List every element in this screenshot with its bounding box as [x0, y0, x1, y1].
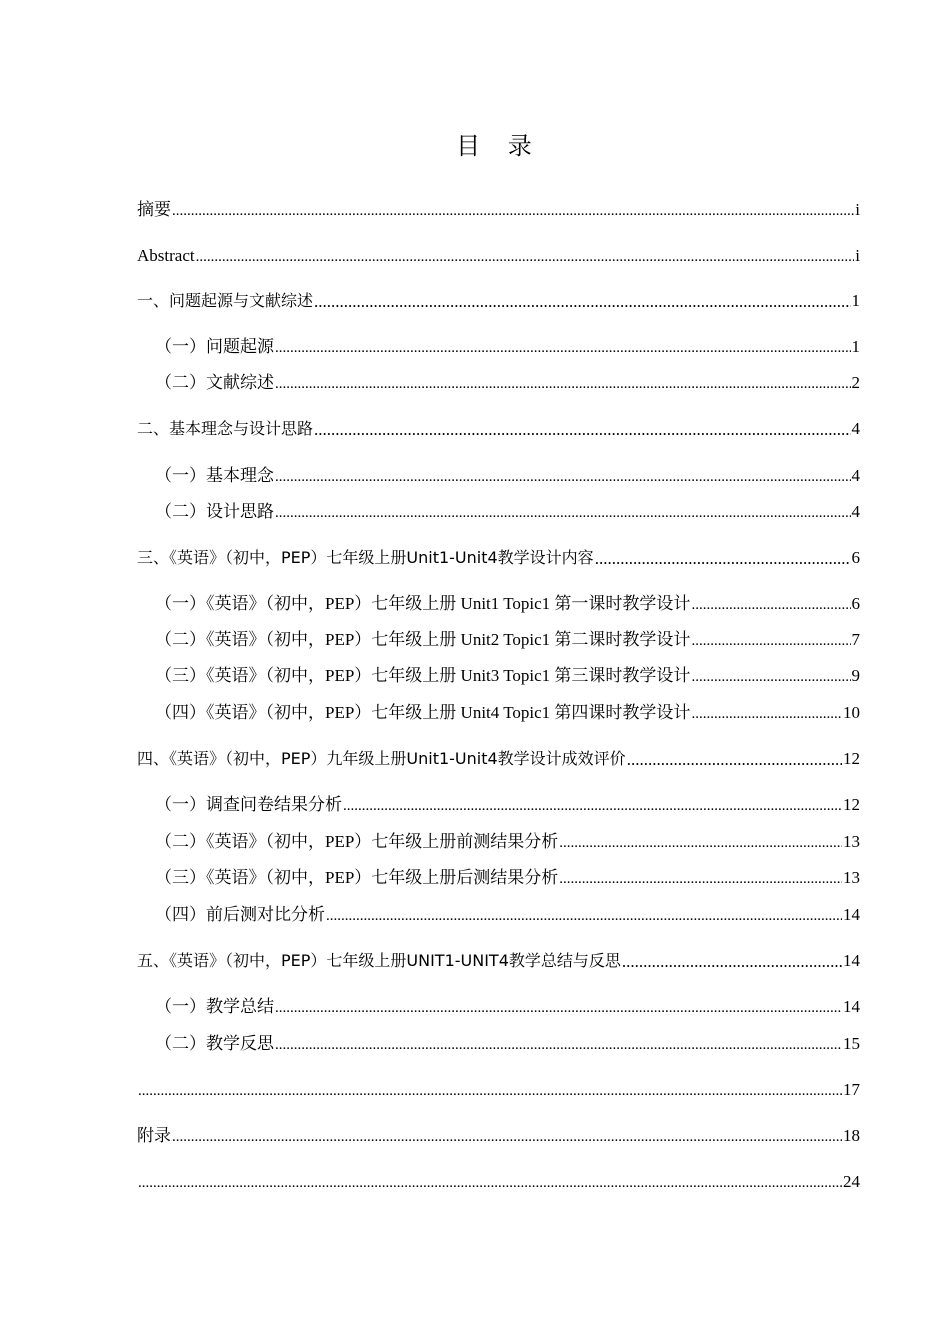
toc-entry-page-number: i [855, 200, 860, 219]
toc-entry-page-number: 13 [843, 868, 860, 887]
dot-leader [622, 952, 842, 972]
toc-entry-text: （一）教学总结 [155, 997, 274, 1016]
toc-entry-page-number: 18 [843, 1126, 860, 1145]
dot-leader [326, 906, 842, 926]
toc-entry-section-1-1[interactable] [155, 334, 860, 358]
toc-entry-section-3-2[interactable] [155, 627, 860, 651]
toc-entry-text: 五、《英语》（初中，PEP）七年级上册UNIT1-UNIT4教学总结与反思 [137, 951, 621, 970]
toc-entry-abstract-en[interactable] [137, 243, 860, 267]
toc-entry-section-2-2[interactable] [155, 499, 860, 523]
toc-entry-page-number: 1 [851, 337, 860, 356]
toc-entry-text: （一）基本理念 [155, 466, 274, 485]
toc-title: 目 录 [456, 132, 542, 160]
toc-entry-text: （四）《英语》（初中，PEP）七年级上册 Unit4 Topic1 第四课时教学设计 [155, 703, 691, 722]
toc-entry-text: （二）《英语》（初中，PEP）七年级上册前测结果分析 [155, 832, 559, 851]
toc-entry-text: Abstract [137, 246, 195, 265]
toc-entry-section-2-1[interactable] [155, 463, 860, 487]
toc-entry-text: （二）《英语》（初中，PEP）七年级上册 Unit2 Topic1 第二课时教学设计 [155, 630, 691, 649]
toc-entry-page-number: 15 [843, 1034, 860, 1053]
toc-entry-page-number: 17 [843, 1080, 860, 1099]
toc-entry-section-3[interactable] [137, 545, 860, 569]
toc-entry-text: 三、《英语》（初中，PEP）七年级上册Unit1-Unit4教学设计内容 [137, 548, 594, 567]
toc-entry-section-3-4[interactable] [155, 700, 860, 724]
toc-entry-page-number: 6 [851, 594, 860, 613]
toc-entry-text: （三）《英语》（初中，PEP）七年级上册后测结果分析 [155, 868, 559, 887]
toc-entry-page-number: 4 [851, 502, 860, 521]
toc-entry-page-number: 24 [843, 1172, 860, 1191]
toc-entry-section-4-2[interactable] [155, 829, 860, 853]
toc-entry-text: 摘要 [137, 200, 171, 219]
dot-leader [138, 1173, 842, 1193]
toc-entry-text: （二）设计思路 [155, 502, 274, 521]
toc-entry-page-number: 10 [843, 703, 860, 722]
toc-entry-text: 四、《英语》（初中，PEP）九年级上册Unit1-Unit4教学设计成效评价 [137, 749, 626, 768]
toc-entry-section-1[interactable] [137, 288, 860, 312]
toc-entry-acknowledgements[interactable] [137, 1169, 860, 1193]
dot-leader [627, 750, 842, 770]
toc-entry-page-number: 12 [843, 795, 860, 814]
dot-leader [275, 467, 851, 487]
dot-leader [595, 549, 851, 569]
dot-leader [275, 998, 842, 1018]
toc-entry-page-number: 4 [851, 466, 860, 485]
toc-entry-abstract-cn[interactable] [137, 197, 860, 221]
toc-entry-text: （二）文献综述 [155, 373, 274, 392]
dot-leader [275, 338, 851, 358]
toc-entry-page-number: 14 [843, 997, 860, 1016]
dot-leader [559, 833, 842, 853]
toc-entry-section-2[interactable] [137, 416, 860, 440]
dot-leader [559, 869, 842, 889]
toc-entry-text: （一）问题起源 [155, 337, 274, 356]
dot-leader [275, 1035, 842, 1055]
dot-leader [343, 796, 842, 816]
toc-entry-page-number: 4 [851, 419, 860, 438]
toc-entry-section-3-1[interactable] [155, 591, 860, 615]
toc-entry-text: （四）前后测对比分析 [155, 905, 325, 924]
toc-entry-text: 一、问题起源与文献综述 [137, 291, 314, 310]
toc-entry-appendix[interactable] [137, 1123, 860, 1147]
toc-entry-section-5-2[interactable] [155, 1031, 860, 1055]
toc-entry-section-4-1[interactable] [155, 792, 860, 816]
toc-entry-section-5[interactable] [137, 948, 860, 972]
toc-entry-section-1-2[interactable] [155, 370, 860, 394]
toc-entry-page-number: 7 [851, 630, 860, 649]
toc-entry-text: （三）《英语》（初中，PEP）七年级上册 Unit3 Topic1 第三课时教学设计 [155, 666, 691, 685]
toc-entry-text: （一）《英语》（初中，PEP）七年级上册 Unit1 Topic1 第一课时教学设计 [155, 594, 691, 613]
dot-leader [691, 667, 850, 687]
toc-entry-section-5-1[interactable] [155, 994, 860, 1018]
dot-leader [691, 631, 850, 651]
toc-entry-page-number: 12 [843, 749, 860, 768]
toc-entry-text: 二、基本理念与设计思路 [137, 419, 314, 438]
toc-entry-page-number: 13 [843, 832, 860, 851]
dot-leader [691, 595, 850, 615]
dot-leader [196, 247, 855, 267]
toc-entry-text: 附录 [137, 1126, 171, 1145]
toc-entry-page-number: 1 [851, 291, 860, 310]
toc-entry-page-number: 14 [843, 905, 860, 924]
dot-leader [691, 704, 842, 724]
toc-entry-page-number: 2 [851, 373, 860, 392]
toc-entry-section-3-3[interactable] [155, 663, 860, 687]
toc-entry-section-4-4[interactable] [155, 902, 860, 926]
dot-leader [314, 420, 850, 440]
dot-leader [138, 1081, 842, 1101]
dot-leader [172, 1127, 842, 1147]
toc-entry-page-number: 14 [843, 951, 860, 970]
dot-leader [314, 292, 850, 312]
dot-leader [172, 201, 854, 221]
toc-entry-page-number: i [855, 246, 860, 265]
toc-entry-text: （二）教学反思 [155, 1034, 274, 1053]
toc-entry-section-4-3[interactable] [155, 865, 860, 889]
toc-entry-references[interactable] [137, 1077, 860, 1101]
dot-leader [275, 503, 851, 523]
toc-entry-text: （一）调查问卷结果分析 [155, 795, 342, 814]
toc-entry-page-number: 6 [851, 548, 860, 567]
toc-entry-page-number: 9 [851, 666, 860, 685]
dot-leader [275, 374, 851, 394]
toc-entry-section-4[interactable] [137, 746, 860, 770]
